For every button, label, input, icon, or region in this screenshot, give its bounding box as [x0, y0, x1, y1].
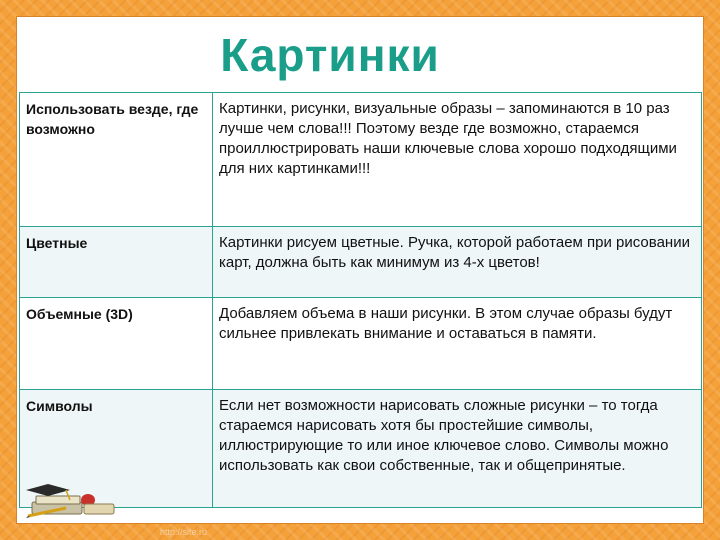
- content-table: [19, 92, 702, 508]
- row-text: Добавляем объема в наши рисунки. В этом случае образы будут сильнее привлекать внимание и оставаться в памяти.: [213, 298, 702, 390]
- slide-title: Картинки: [220, 29, 440, 81]
- row-label: Использовать везде, где возможно: [20, 93, 213, 227]
- row-text: Картинки, рисунки, визуальные образы – запоминаются в 10 раз лучше чем слова!!! Поэтому везде где возможно, стараемся проиллюстрировать наши ключевые слова хорошо подходящими для них картинками!!!: [213, 93, 702, 227]
- table-row: [20, 93, 702, 227]
- school-supplies-illustration: [26, 478, 122, 520]
- row-text: Картинки рисуем цветные. Ручка, которой работаем при рисовании карт, должна быть как минимум из 4-х цветов!: [213, 227, 702, 298]
- table-row: [20, 298, 702, 390]
- row-label: Объемные (3D): [20, 298, 213, 390]
- row-label: Цветные: [20, 227, 213, 298]
- watermark: http://site.ru: [160, 527, 208, 537]
- row-label: Символы: [20, 390, 213, 508]
- row-text: Если нет возможности нарисовать сложные рисунки – то тогда стараемся нарисовать хотя бы простейшие символы, иллюстрирующие то или иное ключевое слово. Символы можно использовать как свои собственные, так и общепринятые.: [213, 390, 702, 508]
- table-row: [20, 227, 702, 298]
